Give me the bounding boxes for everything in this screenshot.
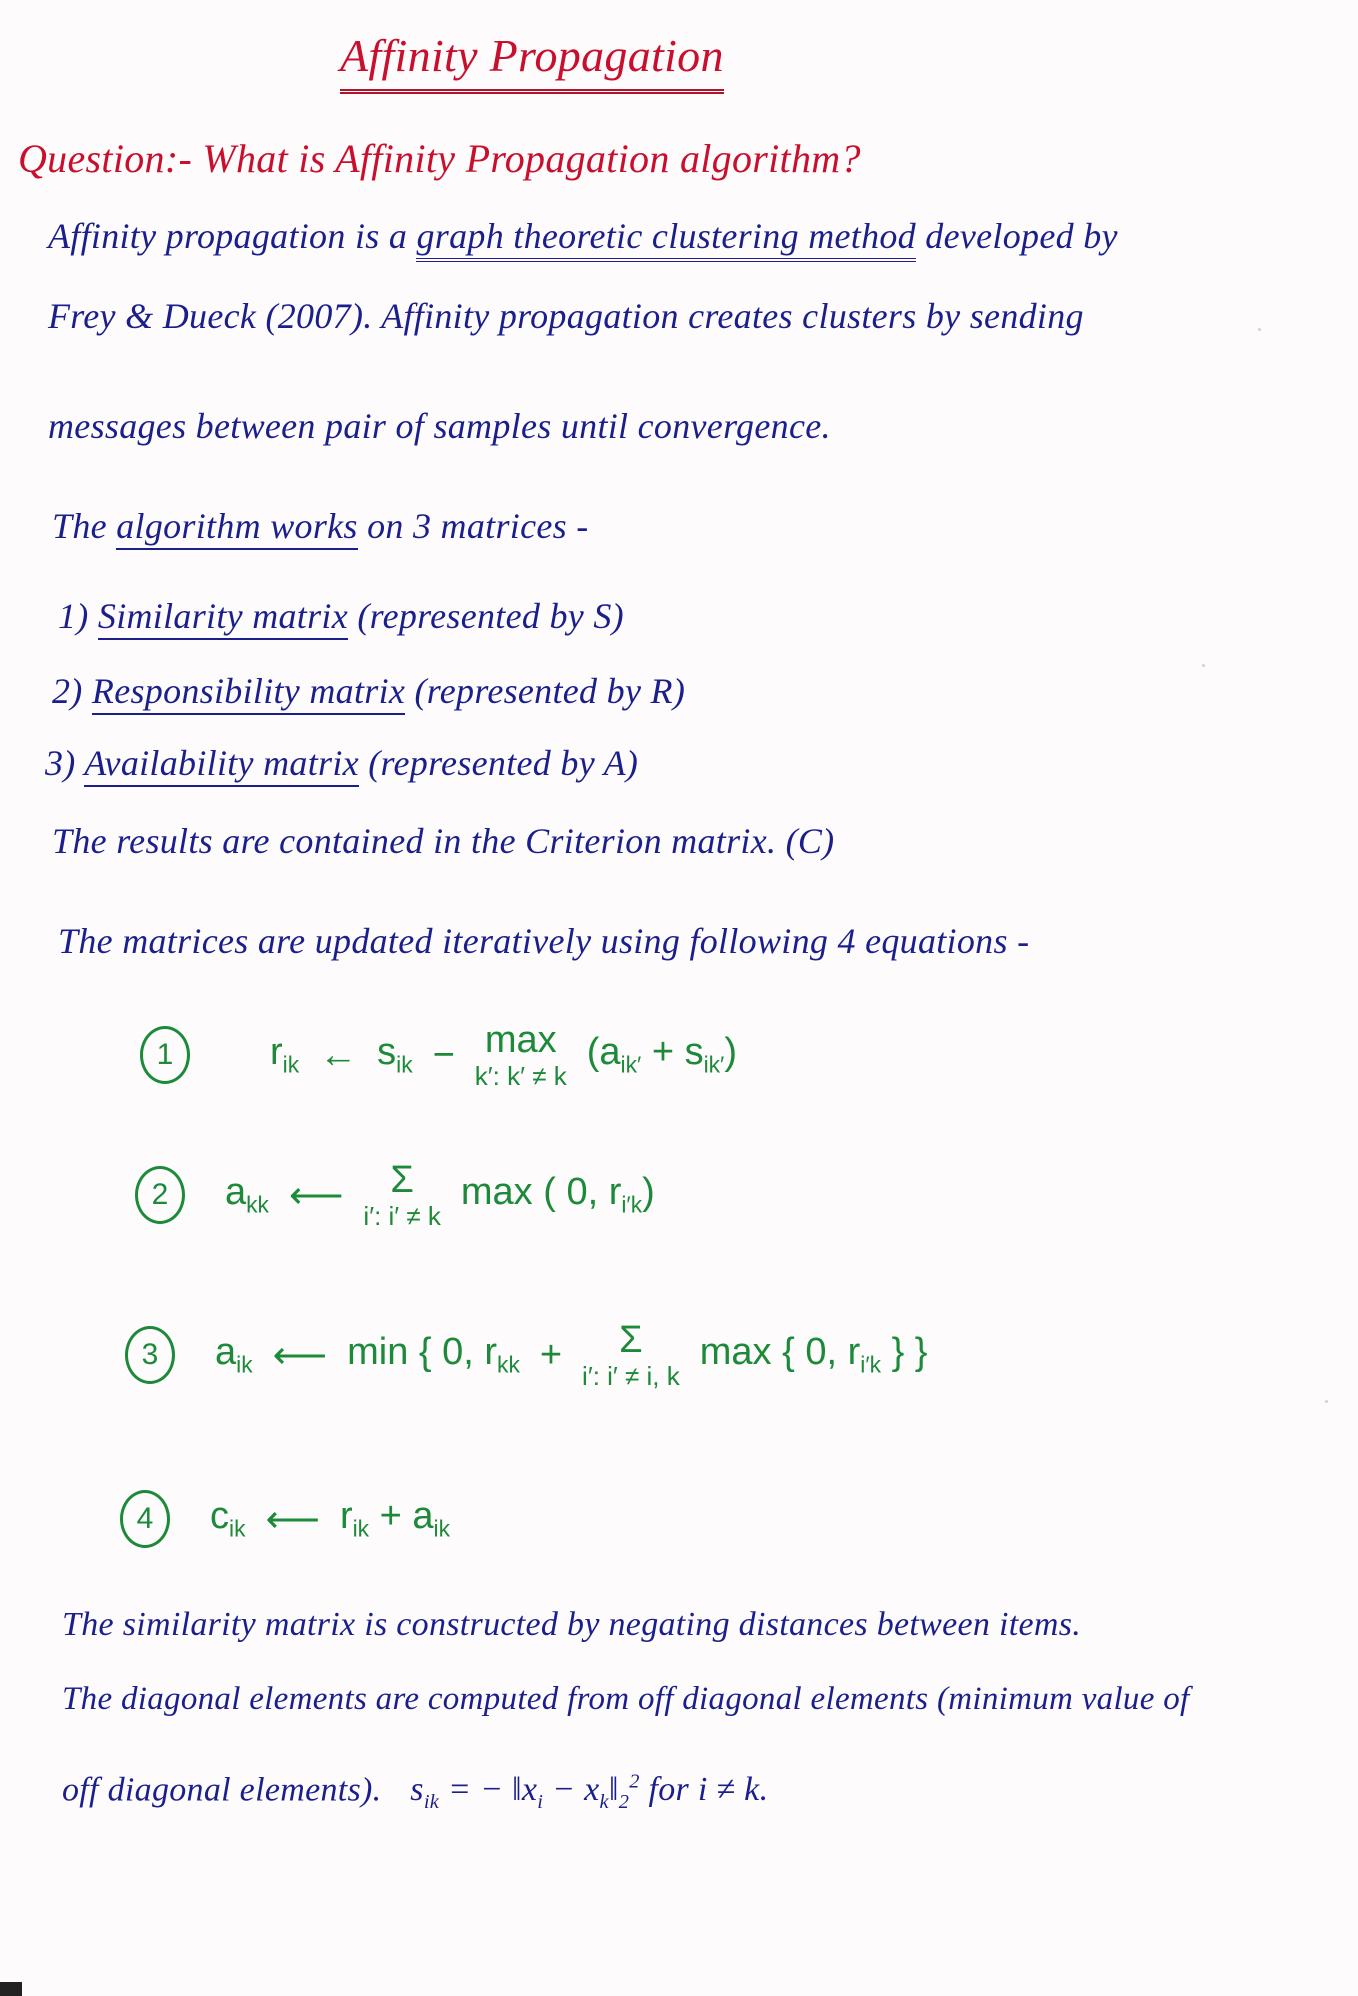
- question-heading: Question:- What is Affinity Propagation algorithm?: [18, 136, 861, 181]
- t: r: [339, 1495, 353, 1538]
- closing-line-3: [62, 1770, 768, 1815]
- t: } }: [891, 1331, 928, 1374]
- t: max { 0, r: [699, 1331, 861, 1374]
- paper-speck: [1325, 1400, 1328, 1403]
- arrow-icon: ⟵: [288, 1174, 344, 1217]
- minus: −: [432, 1033, 455, 1076]
- intro-text: Affinity propagation is a: [48, 216, 408, 256]
- similarity-formula: [410, 1771, 769, 1814]
- underlined-text: algorithm works: [116, 506, 358, 550]
- eq-paren-term: [587, 1031, 737, 1079]
- eq-body: [461, 1171, 655, 1219]
- superscript: 2: [629, 1771, 640, 1793]
- equation-number: 3: [125, 1326, 175, 1384]
- equation-2: [135, 1160, 655, 1230]
- arrow-icon: ←: [319, 1033, 358, 1076]
- subscript: i′k: [860, 1351, 881, 1378]
- t: for i ≠ k.: [639, 1771, 769, 1809]
- symbol: r: [270, 1031, 283, 1074]
- op-under: i′: i′ ≠ i, k: [582, 1360, 680, 1391]
- page-title: Affinity Propagation: [340, 28, 724, 94]
- t: s: [410, 1771, 424, 1809]
- intro-line-2: Frey & Dueck (2007). Affinity propagation creates clusters by sending: [48, 296, 1084, 336]
- equation-1: [140, 1020, 737, 1090]
- item-number: 1): [58, 596, 89, 636]
- subscript: ik: [229, 1515, 246, 1542]
- subscript: i: [537, 1791, 544, 1814]
- eq-lhs: [210, 1495, 245, 1543]
- item-number: 2): [52, 671, 83, 711]
- op: max: [484, 1019, 557, 1061]
- closing-line-1: The similarity matrix is constructed by negating distances between items.: [62, 1606, 1082, 1643]
- equation-number: 1: [140, 1026, 190, 1084]
- t: ): [724, 1031, 737, 1074]
- subscript: kk: [246, 1191, 269, 1218]
- subscript: i′k: [621, 1191, 643, 1218]
- update-text: The matrices are updated iteratively using following 4 equations -: [58, 921, 1030, 961]
- subscript: ik: [423, 1791, 440, 1814]
- sum-operator: [582, 1320, 680, 1390]
- matrix-item-similarity: [58, 595, 624, 638]
- op-under: k′: k′ ≠ k: [474, 1060, 567, 1091]
- equation-number: 4: [120, 1490, 170, 1548]
- t: min { 0, r: [347, 1331, 498, 1374]
- item-number: 3): [45, 743, 76, 783]
- eq-lhs: [215, 1331, 253, 1379]
- plus: +: [539, 1333, 563, 1376]
- t: ‖: [608, 1771, 619, 1809]
- t: + s: [641, 1031, 704, 1074]
- closing-line-2: The diagonal elements are computed from off diagonal elements (minimum value of: [62, 1681, 1190, 1717]
- t: + a: [379, 1495, 434, 1538]
- eq-term: [377, 1031, 412, 1079]
- text: The: [52, 506, 107, 546]
- t: = − ‖x: [439, 1771, 538, 1809]
- sum-operator: [363, 1160, 440, 1230]
- eq-pre: [347, 1331, 520, 1379]
- equation-4: [120, 1490, 450, 1548]
- item-name: Responsibility matrix: [92, 671, 405, 715]
- intro-line-3: messages between pair of samples until convergence.: [48, 406, 831, 446]
- max-operator: [475, 1020, 567, 1090]
- scan-corner-shadow: [0, 1982, 22, 1996]
- equation-number: 2: [135, 1166, 185, 1224]
- subscript: k: [599, 1791, 609, 1814]
- symbol: a: [215, 1331, 237, 1374]
- subscript: ik: [236, 1351, 253, 1378]
- op-under: i′: i′ ≠ k: [363, 1200, 441, 1231]
- op: Σ: [390, 1159, 414, 1201]
- subscript: ik′: [620, 1051, 642, 1078]
- t: max ( 0, r: [460, 1171, 622, 1214]
- subscript: ik: [433, 1515, 450, 1542]
- results-text: The results are contained in the Criterion matrix. (C): [52, 821, 835, 861]
- subscript: 2: [618, 1791, 630, 1814]
- key-term-underlined: graph theoretic clustering method: [416, 216, 916, 262]
- matrix-item-responsibility: [52, 670, 685, 713]
- text: on 3 matrices -: [367, 506, 589, 546]
- symbol: s: [377, 1031, 397, 1074]
- op: Σ: [619, 1319, 643, 1361]
- subscript: ik: [282, 1051, 300, 1078]
- t: ): [642, 1171, 655, 1214]
- eq-rhs: [340, 1495, 450, 1543]
- intro-text: developed by: [925, 216, 1118, 256]
- item-desc: (represented by A): [368, 743, 639, 783]
- item-desc: (represented by R): [414, 671, 686, 711]
- item-desc: (represented by S): [357, 596, 624, 636]
- arrow-icon: ⟵: [265, 1498, 320, 1541]
- subscript: ik′: [703, 1051, 725, 1078]
- subscript: kk: [497, 1351, 520, 1378]
- text: off diagonal elements).: [62, 1771, 382, 1809]
- intro-line-1: [48, 215, 1118, 258]
- matrices-intro: [52, 505, 589, 548]
- eq-lhs: [270, 1031, 299, 1079]
- symbol: a: [225, 1171, 247, 1214]
- eq-body: [700, 1331, 928, 1379]
- symbol: c: [210, 1495, 229, 1538]
- subscript: ik: [396, 1051, 413, 1078]
- eq-lhs: [225, 1171, 269, 1219]
- paper-speck: [1202, 664, 1205, 667]
- t: − x: [543, 1771, 600, 1809]
- matrix-item-availability: [45, 742, 638, 785]
- arrow-icon: ⟵: [272, 1334, 328, 1377]
- paper-speck: [1258, 328, 1261, 331]
- item-name: Similarity matrix: [98, 596, 348, 640]
- subscript: ik: [352, 1515, 370, 1542]
- equation-3: [125, 1320, 928, 1390]
- item-name: Availability matrix: [84, 743, 359, 787]
- t: (a: [586, 1031, 621, 1074]
